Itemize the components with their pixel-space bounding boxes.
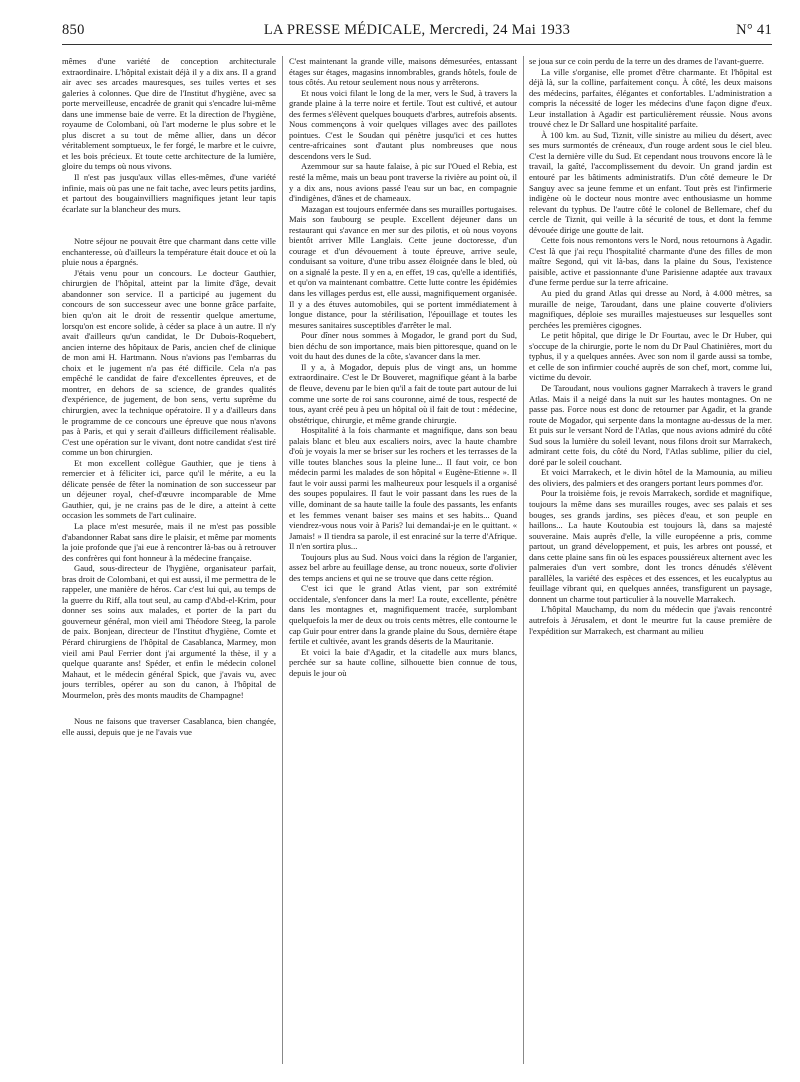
- paragraph: Pour la troisième fois, je revois Marrakech, sordide et magnifique, toujours la même dans ses murailles rouges, avec ses palais et ses bouges, ses grands jardins, ses pièces d'eau, et son peuple en haillons... La haute Koutoubia est toujours là, dans sa majesté souveraine. Mais auprès d'elle, la ville européenne a pris, comme partout, un grand développement, et puis, les arbres ont poussé, et dans cette plaine sans fin où les espaces poussiéreux alternent avec les palmeraies d'un vert sombre, dont les troncs dénudés s'élèvent parallèles, la variété des espèces et des essences, et les eucalyptus au feuillage vibrant qui, en quelques années, transfigurent un paysage, donnent un charme tout particulier à la nouvelle Marrakech.: [529, 488, 772, 604]
- paragraph: Et voici Marrakech, et le divin hôtel de la Mamounia, au milieu des oliviers, des palmiers et des orangers portant leurs pommes d'or.: [529, 467, 772, 488]
- column-2: [289, 56, 517, 1068]
- paragraph: Et nous voici filant le long de la mer, vers le Sud, à travers la grande plaine à la terre noire et fertile. Tout est cultivé, et autour des fermes s'élèvent quelques bouquets d'arbres, autrefois absents. Nous commençons à voir quelques villages avec des paillotes pointues. C'est le Soudan qui pénètre jusqu'ici et ces huttes centre-africaines sont d'autant plus nombreuses que nous descendons vers le Sud.: [289, 87, 517, 161]
- paragraph: Au pied du grand Atlas qui dresse au Nord, à 4.000 mètres, sa muraille de neige, Taroudant, dans une plaine couverte d'oliviers magnifiques, déploie ses murailles majestueuses sur lesquelles sont perchées les premières cigognes.: [529, 288, 772, 330]
- paragraph: Cette fois nous remontons vers le Nord, nous retournons à Agadir. C'est là que j'ai reçu l'hospitalité charmante d'une des filles de mon maître Segond, qui vit là-bas, dans la plaine du Sous, l'existence paisible, active et passionnante d'une Parisienne adaptée aux travaux d'une ferme perdue sur la terre africaine.: [529, 235, 772, 288]
- paragraph: J'étais venu pour un concours. Le docteur Gauthier, chirurgien de l'hôpital, atteint par la limite d'âge, devait abandonner son service. Il a participé au jugement du concours de son successeur avec une bonne grâce parfaite, bien qu'on ait le droit de ressentir quelque amertume, lorsqu'on est encore solide, à céder sa place à un autre. Il n'y avait d'ailleurs qu'un candidat, le Dr Dubois-Roquebert, ancien interne des hôpitaux de Paris, ancien chef de clinique de mon ami H. Hartmann. Nous n'avions pas l'embarras du choix et le jugement n'a pas été difficile. Cela n'a pas empêché le candidat de faire d'excellentes épreuves, et de montrer, en dehors de sa science, de grandes qualités d'expérience, de jugement, de bon sens, vertu suprême du chirurgien, avec la technique opératoire. Il y a d'ailleurs dans le programme de ce concours une épreuve que nous n'avons pas à Paris, et qui y serait d'ailleurs difficilement réalisable. C'est une opération sur le vivant, dont notre candidat s'est tiré comme un bon chirurgien.: [62, 267, 276, 458]
- column-divider: [523, 56, 524, 1064]
- page-number: 850: [62, 22, 85, 38]
- paragraph: Il y a, à Mogador, depuis plus de vingt ans, un homme extraordinaire. C'est le Dr Bouveret, magnifique géant à la barbe de fleuve, devenu par le bien qu'il a fait de toute part autour de lui comme une sorte de roi sans couronne, aimé de tous, respecté de tous, ayant créé peu à peu un hôpital où il fait de tout : médecine, obstétrique, chirurgie, et même grande chirurgie.: [289, 361, 517, 425]
- header-rule: [62, 44, 772, 45]
- paragraph: Il n'est pas jusqu'aux villas elles-mêmes, d'une variété infinie, mais où pas une ne fait tache, avec leurs petits jardins, et partout des bougainvilliers magnifiques jetant leur tapis écarlate sur la blancheur des murs.: [62, 172, 276, 214]
- page-header: [62, 22, 772, 46]
- paragraph: C'est ici que le grand Atlas vient, par son extrémité occidentale, s'enfoncer dans la mer! La route, excellente, pénètre dans les montagnes et, magnifiquement tracée, surplombant quelquefois la mer de deux ou trois cents mètres, elle contourne le cap Guir pour entrer dans la grande plaine du Sous, dernière étape fertile et cultivée, avant les grands déserts de la Mauritanie.: [289, 583, 517, 647]
- paragraph: De Taroudant, nous voulions gagner Marrakech à travers le grand Atlas. Mais il a neigé dans la nuit sur les hautes montagnes. On ne passe pas. Force nous est donc de retourner par Agadir, et la grande route de Mogador, qui serpente dans la montagne au-dessus de la mer. Et puis sur le versant Nord de l'Atlas, que nous avions admiré du côté Sud sous la lumière du soleil levant, nous filons droit sur Marrakech, admirant cette fois, du côté du Nord, l'Atlas sublime, pilier du ciel, doré par le soleil couchant.: [529, 382, 772, 467]
- paragraph: Azemmour sur sa haute falaise, à pic sur l'Oued el Rebia, est resté la même, mais un beau pont traverse la rivière au point où, il y a dix ans, nous avions passé l'eau sur un bac, en compagnie d'indigènes, d'ânes et de chameaux.: [289, 161, 517, 204]
- column-3: [529, 56, 772, 1068]
- paragraph: La ville s'organise, elle promet d'être charmante. Et l'hôpital est déjà là, sur la colline, parfaitement conçu. À côté, les deux maisons des médecins, parfaites, élégantes et confortables. L'administration a compris la nécessité de loger les médecins d'une façon digne d'eux. Leur installation à Agadir est particulièrement réussie. Nous avons trouvé chez le Dr Sallard une hospitalité parfaite.: [529, 66, 772, 130]
- paragraph: Le petit hôpital, que dirige le Dr Fourtau, avec le Dr Huber, qui s'occupe de la chirurgie, porte le nom du Dr Paul Chatinières, mort du typhus, il y a quelques années. Avec son nom il garde aussi sa tombe, et celle de son infirmier couché auprès de son chef, mort, comme lui, victime du devoir.: [529, 330, 772, 383]
- paragraph: Mazagan est toujours enfermée dans ses murailles portugaises. Mais son faubourg se peuple. Excellent déjeuner dans un restaurant qui s'avance en mer sur des pilotis, et où nous voyons bientôt arriver Mlle Langlais. Cette jeune doctoresse, d'un courage et d'un dévouement à toute épreuve, arrive seule, conduisant sa voiture, d'une tribu assez éloignée dans le bled, où on a signalé la peste. Il y en a, en effet, 19 cas, qu'elle a identifiés, et qu'on va maintenant combattre. Cette lutte contre les épidémies dans les villages perdus est, elle aussi, magnifiquement organisée. Il y a des étuves automobiles, qui se portent immédiatement à longue distance, pour la stérilisation, l'épouillage et toutes les mesures sanitaires susceptibles d'arrêter le mal.: [289, 203, 517, 330]
- paragraph: se joua sur ce coin perdu de la terre un des drames de l'avant-guerre.: [529, 56, 764, 66]
- column-1: [62, 56, 276, 1068]
- paragraph: Notre séjour ne pouvait être que charmant dans cette ville enchanteresse, où d'ailleurs la température était douce et où la pluie nous a épargnés.: [62, 236, 276, 268]
- paragraph: Et mon excellent collègue Gauthier, que je tiens à remercier et à féliciter ici, parce qu'il le mérite, a eu la délicate pensée de fêter la nomination de son successeur par un déjeuner royal, chef-d'œuvre incomparable de Mme Gauthier, qui, je ne crains pas de le dire, a atteint à cette occasion les sommets de l'art culinaire.: [62, 457, 276, 521]
- paragraph: Toujours plus au Sud. Nous voici dans la région de l'arganier, assez bel arbre au feuillage dense, au tronc noueux, sorte d'olivier des temps anciens et qui ne se trouve que dans cette région.: [289, 551, 517, 583]
- paragraph: À 100 km. au Sud, Tiznit, ville sinistre au milieu du désert, avec ses murs surmontés de créneaux, d'un rouge ardent sous le ciel bleu. C'est la dernière ville du Sud. Et cependant nous trouvons encore là le travail, la gaîté, l'accomplissement du devoir. Un grand jardin est entouré par les bâtiments administratifs. D'un côté demeure le Dr Sanguy avec sa jeune femme et un enfant. Tout près est l'infirmerie indigène où le docteur nous montre avec enthousiasme un homme relevant du typhus. De l'autre côté le colonel de Bellemare, chef du cercle de Tiznit, qui veille à la sécurité de tous, et dont la femme dévouée dirige une goutte de lait.: [529, 129, 772, 235]
- issue-number: N° 41: [736, 22, 772, 38]
- paragraph: L'hôpital Mauchamp, du nom du médecin que j'avais rencontré autrefois à Jérusalem, et dont le meurtre fut la cause première de l'expédition sur Marrakech, est charmant au milieu: [529, 604, 772, 636]
- paragraph: Nous ne faisons que traverser Casablanca, bien changée, elle aussi, depuis que je ne l'avais vue: [62, 716, 276, 737]
- paragraph: La place m'est mesurée, mais il ne m'est pas possible d'abandonner Rabat sans dire le plaisir, et même par moments la joie profonde que j'ai eue à rencontrer là-bas ou à retrouver des confrères qui font honneur à la médecine française.: [62, 520, 276, 563]
- journal-title: LA PRESSE MÉDICALE, Mercredi, 24 Mai 1933: [263, 22, 571, 38]
- paragraph: C'est maintenant la grande ville, maisons démesurées, entassant étages sur étages, magasins innombrables, grands hôtels, foule de tous côtés. Au retour seulement nous nous y arrêterons.: [289, 56, 517, 88]
- paragraph: Et voici la baie d'Agadir, et la citadelle aux murs blancs, perchée sur sa haute colline, silhouette bien connue de tous, depuis le jour où: [289, 646, 517, 678]
- paragraph: Gaud, sous-directeur de l'hygiène, organisateur parfait, bras droit de Colombani, et qui est aussi, il me permettra de le rappeler, une manière de héros. Car c'est lui qui, au temps de la guerre du Riff, alla tout seul, au camp d'Abd-el-Krim, pour donner ses soins aux malades, et porter de la part du gouverneur général, mon vieil ami Théodore Steeg, la parole de paix. Bonjean, directeur de l'Institut d'hygiène, Comte et Pérard chirurgiens de l'hôpital de Casablanca, Marmey, mon vieil ami Paul Ferrier dont j'ai argumenté la thèse, il y a quelque quarante ans! Spéder, et enfin le médecin colonel Mahaut, et le médecin général Spick, que j'avais vu, avec jours terribles, opérer au son du canon, à l'hôpital de Mourmelon, près des monts maudits de Champagne!: [62, 563, 276, 700]
- paragraph: mêmes d'une variété de conception architecturale extraordinaire. L'hôpital existait déjà il y a dix ans. Il a grand air avec ses arcades mauresques, ses tuiles vertes et ses galeries à colonnes. Que dire de l'Institut d'hygiène, avec sa porte merveilleuse, encadrée de granit qui s'encadre lui-même dans une immense baie de verre. Et la direction de l'hygiène, royaume de Colombani, où l'art moderne le plus sobre et le plus discret a su tout de même allier, dans un décor véritablement somptueux, le fer forgé, le marbre et le cuivre, et les bois précieux. Et toute cette architecture de la lumière, gloire du temps où nous vivons.: [62, 56, 276, 172]
- paragraph: Hospitalité à la fois charmante et magnifique, dans son beau palais blanc et bleu aux escaliers noirs, avec la haute chambre d'où je voyais la mer se briser sur les rochers et les terrasses de la ville toutes blanches sous la pleine lune... Il faut voir, ce bon médecin parmi les malades de son hôpital « Eugène-Etienne ». Il faut le voir aussi parmi les malheureux pour lesquels il a organisé des soupes populaires. Il faut le voir passant dans les rues de la ville, dominant de sa haute taille la foule des passants, les enfants et les femmes venant baiser ses mains et ses habits... Quand viendrez-vous nous voir à Paris? lui demandai-je en le quittant. « Jamais! » Il tiendra sa parole, il est enraciné sur la terre d'Afrique. Il n'en sortira plus...: [289, 425, 517, 552]
- paragraph: Pour dîner nous sommes à Mogador, le grand port du Sud, bien déchu de son importance, mais bien pittoresque, quand on le voit du haut des dunes de la côte, s'avancer dans la mer.: [289, 330, 517, 362]
- column-divider: [282, 56, 283, 1064]
